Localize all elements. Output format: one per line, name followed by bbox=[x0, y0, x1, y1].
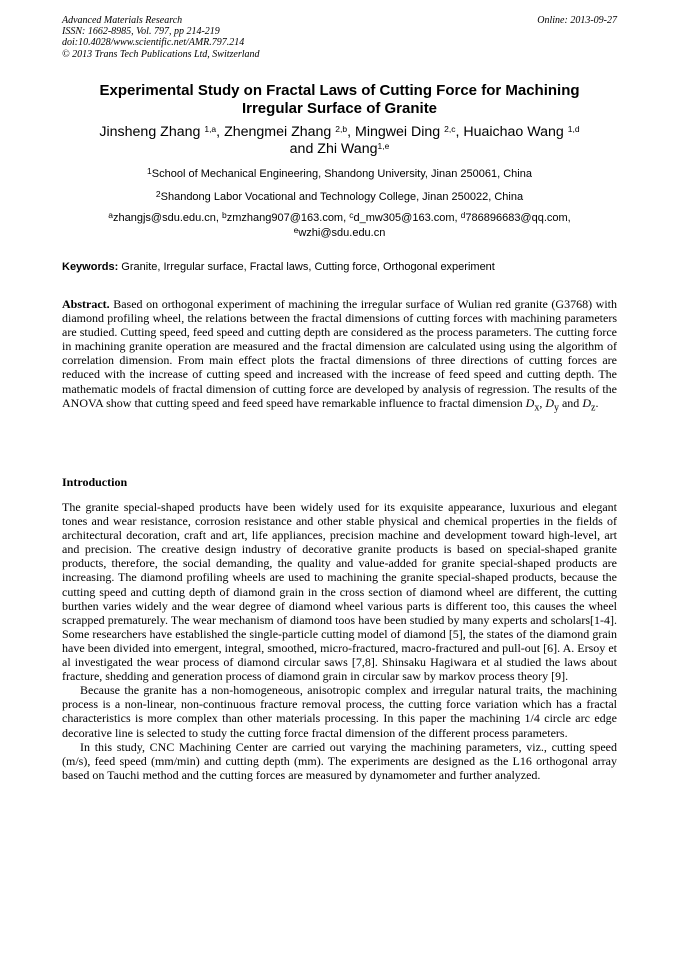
affiliation-text: School of Mechanical Engineering, Shandong University, Jinan 250061, China bbox=[151, 168, 532, 180]
paper-title bbox=[62, 82, 617, 117]
email-line-2 bbox=[62, 226, 617, 241]
journal-name: Advanced Materials Research bbox=[62, 15, 183, 26]
email-sup: c bbox=[349, 210, 354, 220]
symbol-d: D bbox=[525, 395, 535, 410]
journal-doi: doi:10.4028/www.scientific.net/AMR.797.214 bbox=[62, 37, 245, 49]
author-sup: 1,d bbox=[567, 124, 580, 134]
affiliation-1 bbox=[62, 167, 617, 182]
abstract bbox=[62, 297, 617, 415]
abstract-sep: and bbox=[558, 395, 583, 410]
journal-header bbox=[62, 15, 617, 60]
email-sup: a bbox=[108, 210, 113, 220]
author-sup: 2,c bbox=[444, 124, 456, 134]
symbol-sub: x bbox=[534, 402, 540, 414]
author-sup: 2,b bbox=[335, 124, 348, 134]
author-name: Huaichao Wang bbox=[463, 124, 564, 140]
keywords-text: Granite, Irregular surface, Fractal laws, Cutting force, Orthogonal experiment bbox=[118, 261, 495, 273]
email-sup: e bbox=[293, 224, 299, 235]
paragraph: Because the granite has a non-homogeneous, anisotropic complex and irregular natural traits, the machining process is a non-linear, non-continuous fracture removal process, the cutting force variation which has a fractal characteristics is more complex than other materials processing. In this paper the machining 1/4 circle arc edge decorative line is selected to study the cutting force fractal dimension of the different process parameters. bbox=[62, 683, 617, 740]
author-sup: 1,a bbox=[204, 124, 217, 134]
symbol-d: D bbox=[582, 395, 591, 410]
paragraph: In this study, CNC Machining Center are carried out varying the machining parameters, viz., cutting speed (m/s), feed speed (mm/min) and cutting depth (mm). The experiments are designed as the L16 orthogonal array based on Tauchi method and the cutting forces are measured by dynamometer and further analyzed. bbox=[62, 739, 617, 782]
author-sep: , bbox=[347, 124, 355, 140]
section-heading-introduction: Introduction bbox=[62, 475, 128, 489]
author-sep: , bbox=[216, 124, 225, 140]
abstract-sep: , bbox=[539, 395, 546, 410]
affiliation-text: Shandong Labor Vocational and Technology College, Jinan 250022, China bbox=[160, 191, 524, 203]
author-name: Mingwei Ding bbox=[355, 124, 441, 140]
abstract-text: Based on orthogonal experiment of machining the irregular surface of Wulian red granite (G3768) with diamond profiling wheel, the relations between the fractal dimensions of cutting forces with machining parameters are studied. Cutting speed, feed speed and cutting depth are considered as the process parameters. The cutting force in machining granite operation are measured and the fractal dimension are calculated using using the algorithm of correlation dimension. From main effect plots the fractal dimensions of three directions of cutting forces are reduced with the increase of cutting speed and increased with the increase of feed speed and cutting depth. The mathematic models of fractal dimension of cutting force are developed by analysis of regression. The results of the ANOVA show that cutting speed and feed speed have remarkable influence to fractal dimension bbox=[62, 297, 617, 410]
introduction-body bbox=[62, 500, 617, 782]
symbol-sub: y bbox=[553, 402, 559, 414]
email-address[interactable]: 786896683@qq.com, bbox=[465, 212, 571, 224]
email-sup: d bbox=[460, 210, 466, 220]
email-address[interactable]: d_mw305@163.com, bbox=[353, 212, 461, 224]
author-line-1 bbox=[62, 124, 617, 141]
abstract-end: . bbox=[595, 395, 599, 410]
author-name: Zhengmei Zhang bbox=[224, 124, 332, 140]
title-line-1: Experimental Study on Fractal Laws of Cutting Force for Machining bbox=[99, 82, 580, 99]
author-list bbox=[62, 124, 617, 158]
email-address[interactable]: zhangjs@sdu.edu.cn, bbox=[113, 212, 223, 224]
keywords bbox=[62, 260, 617, 274]
email-sup: b bbox=[222, 210, 227, 220]
journal-copyright: © 2013 Trans Tech Publications Ltd, Switzerland bbox=[62, 48, 260, 60]
affiliation-2 bbox=[62, 190, 617, 205]
email-address[interactable]: wzhi@sdu.edu.cn bbox=[298, 226, 386, 239]
email-line-1 bbox=[62, 211, 617, 226]
symbol-sub: z bbox=[590, 402, 596, 414]
author-sep: , bbox=[455, 124, 464, 140]
affiliation-sup: 1 bbox=[147, 166, 152, 176]
author-emails bbox=[62, 211, 617, 240]
email-address[interactable]: zmzhang907@163.com, bbox=[226, 212, 350, 224]
title-line-2: Irregular Surface of Granite bbox=[241, 99, 438, 117]
author-sup: 1,e bbox=[377, 141, 390, 151]
keywords-label: Keywords: bbox=[62, 261, 119, 273]
abstract-label: Abstract. bbox=[62, 297, 110, 311]
author-name: and Zhi Wang bbox=[289, 141, 378, 157]
journal-issn: ISSN: 1662-8985, Vol. 797, pp 214-219 bbox=[62, 26, 220, 38]
symbol-d: D bbox=[545, 395, 554, 410]
online-date: Online: 2013-09-27 bbox=[537, 15, 617, 26]
affiliation-sup: 2 bbox=[155, 189, 161, 199]
author-line-2 bbox=[62, 141, 617, 158]
author-name: Jinsheng Zhang bbox=[99, 124, 201, 140]
paragraph: The granite special-shaped products have been widely used for its exquisite appearance, luxurious and elegant tones and wear resistance, corrosion resistance and other stable physical and chemical properties in the fields of architectural decoration, craft and art, life appliances, precision machine and development toward high-level, art and precision. The creative design industry of decorative granite products is based on special-shaped granite products, therefore, the social demanding, the quality and value-added for granite special-shaped products are increasing. The diamond profiling wheels are used to machining the granite special-shaped products, because the cutting speed and cutting depth of diamond grain in the cross section of diamond wheel are different, the cutting burthen varies widely and the wear degree of diamond wheel various parts is different too, this causes the wheel scrapped prematurely. The wear mechanism of diamond toos have been studied by many experts and scholars[1-4]. Some researchers have established the single-particle cutting model of diamond [5], the states of the diamond grain have been divided into emergent, integral, smoothed, micro-fractured, macro-fractured and pull-out [6]. A. Ersoy et al investigated the wear process of diamond circular saws [7,8]. Shinsaku Hagiwara et al studied the laws about fracture, shedding and generation process of diamond grain in circular saw by markov process theory [9]. bbox=[62, 500, 617, 684]
